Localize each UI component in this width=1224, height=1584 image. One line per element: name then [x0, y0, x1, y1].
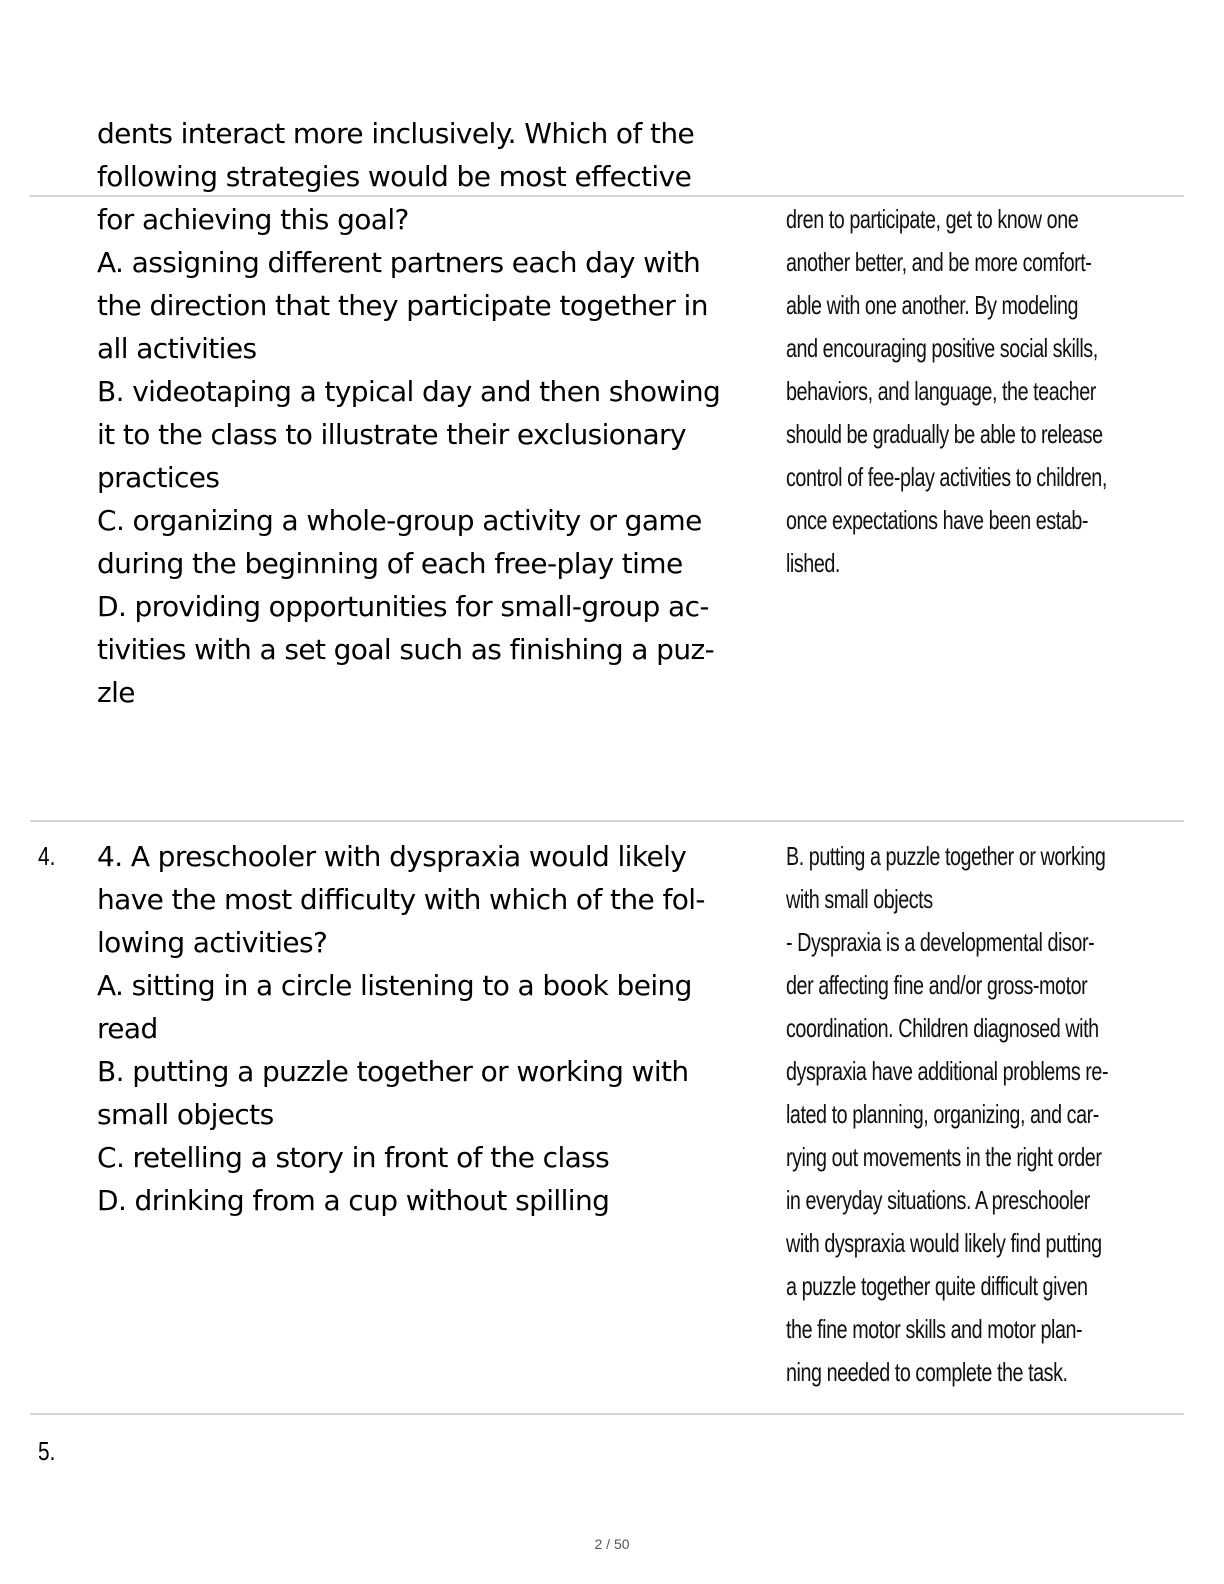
question-5-number: 5. — [38, 1436, 56, 1466]
question-line: have the most difficulty with which of the fol- — [97, 883, 705, 916]
option-line: D. drinking from a cup without spilling — [97, 1184, 610, 1217]
answer-line: behaviors, and language, the teacher — [786, 376, 1096, 406]
answer-line: rying out movements in the right order — [786, 1142, 1102, 1172]
answer-line: control of fee-play activities to children, — [786, 462, 1107, 492]
answer-line: another better, and be more comfort- — [786, 247, 1092, 277]
option-line: the direction that they participate together in — [97, 289, 708, 322]
answer-line: ning needed to complete the task. — [786, 1357, 1068, 1387]
option-line: practices — [97, 461, 220, 494]
row-divider — [30, 820, 1184, 822]
answer-line: coordination. Children diagnosed with — [786, 1013, 1099, 1043]
answer-line: lated to planning, organizing, and car- — [786, 1099, 1099, 1129]
question-stem-line: for achieving this goal? — [97, 203, 409, 236]
option-line: small objects — [97, 1098, 274, 1131]
option-line: tivities with a set goal such as finishing a puz- — [97, 633, 715, 666]
answer-line: dren to participate, get to know one — [786, 204, 1079, 234]
option-line: A. sitting in a circle listening to a book being — [97, 969, 692, 1002]
answer-line: with small objects — [786, 884, 933, 914]
question-stem-line: following strategies would be most effective — [97, 160, 692, 193]
page-indicator: 2 / 50 — [594, 1536, 630, 1552]
answer-line: should be gradually be able to release — [786, 419, 1103, 449]
answer-line: the fine motor skills and motor plan- — [786, 1314, 1083, 1344]
option-line: all activities — [97, 332, 257, 365]
question-3-answer — [786, 198, 1107, 585]
question-3-options — [97, 198, 787, 714]
question-stem-line: dents interact more inclusively. Which of the — [97, 117, 695, 150]
question-line: 4. A preschooler with dyspraxia would likely — [97, 840, 687, 873]
option-line: D. providing opportunities for small-group ac- — [97, 590, 709, 623]
question-4-text — [97, 835, 787, 1222]
answer-line: once expectations have been estab- — [786, 505, 1088, 535]
answer-line: able with one another. By modeling — [786, 290, 1079, 320]
answer-line: - Dyspraxia is a developmental disor- — [786, 927, 1095, 957]
row-divider — [30, 1413, 1184, 1415]
answer-line: der affecting fine and/or gross-motor — [786, 970, 1088, 1000]
option-line: C. retelling a story in front of the class — [97, 1141, 610, 1174]
option-line: it to the class to illustrate their exclusionary — [97, 418, 686, 451]
answer-line: dyspraxia have additional problems re- — [786, 1056, 1109, 1086]
option-line: B. putting a puzzle together or working with — [97, 1055, 689, 1088]
question-4-number: 4. — [38, 841, 56, 871]
answer-line: a puzzle together quite difficult given — [786, 1271, 1088, 1301]
option-line: C. organizing a whole-group activity or game — [97, 504, 702, 537]
option-line: B. videotaping a typical day and then showing — [97, 375, 721, 408]
question-3-text — [97, 112, 787, 198]
question-line: lowing activities? — [97, 926, 328, 959]
option-line: read — [97, 1012, 158, 1045]
row-divider — [30, 195, 1184, 197]
option-line: during the beginning of each free-play time — [97, 547, 683, 580]
option-line: zle — [97, 676, 135, 709]
answer-line: with dyspraxia would likely find putting — [786, 1228, 1102, 1258]
answer-line: B. putting a puzzle together or working — [786, 841, 1106, 871]
answer-line: and encouraging positive social skills, — [786, 333, 1098, 363]
answer-line: in everyday situations. A preschooler — [786, 1185, 1090, 1215]
option-line: A. assigning different partners each day with — [97, 246, 701, 279]
question-4-answer — [786, 835, 1109, 1394]
answer-line: lished. — [786, 548, 840, 578]
